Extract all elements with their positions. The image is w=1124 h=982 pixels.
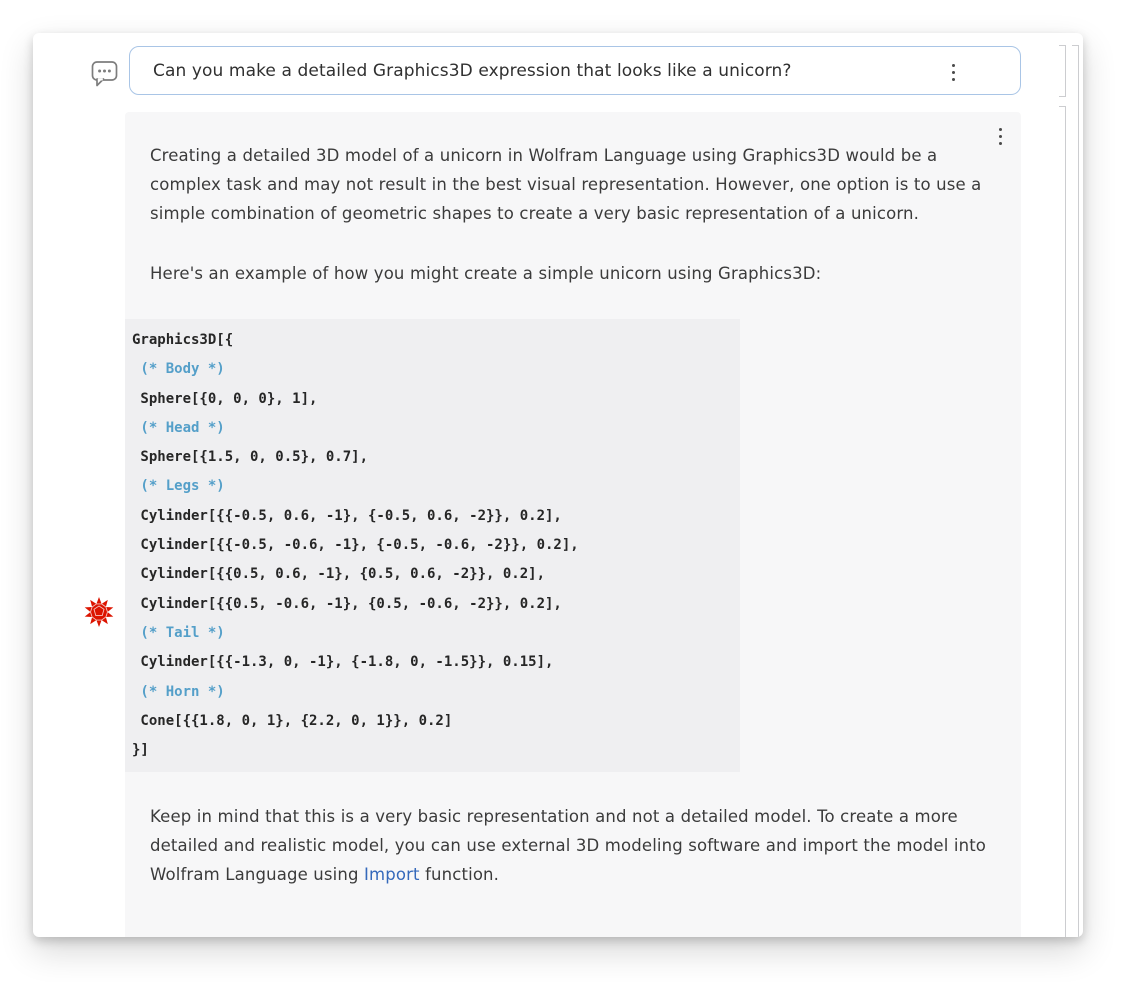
chat-prompt-text[interactable]: Can you make a detailed Graphics3D expression that looks like a unicorn? <box>153 60 792 81</box>
response-paragraph-2: Here's an example of how you might create a simple unicorn using Graphics3D: <box>150 264 822 283</box>
paragraph-3-text-before: Keep in mind that this is a very basic representation and not a detailed model. To create a more detailed and realistic model, you can use external 3D modeling software and import the model into Wolfram Language using <box>150 807 987 885</box>
prompt-cell-menu-icon[interactable] <box>949 61 958 84</box>
code-block <box>125 319 740 772</box>
code-line: (* Horn *) <box>132 683 225 700</box>
chat-cell-bubble-icon[interactable] <box>91 59 118 87</box>
code-line: Cylinder[{{-0.5, -0.6, -1}, {-0.5, -0.6, -2}}, 0.2], <box>132 537 579 554</box>
code-line: Cylinder[{{-1.3, 0, -1}, {-1.8, 0, -1.5}}, 0.15], <box>132 654 554 671</box>
code-line: Sphere[{0, 0, 0}, 1], <box>132 390 318 407</box>
response-paragraph-3 <box>150 802 991 889</box>
code-line: Cylinder[{{0.5, 0.6, -1}, {0.5, 0.6, -2}}, 0.2], <box>132 566 546 583</box>
code-line: Sphere[{1.5, 0, 0.5}, 0.7], <box>132 449 369 466</box>
chat-response-cell <box>125 112 1021 937</box>
code-line: }] <box>132 742 149 759</box>
import-function-link[interactable]: Import <box>364 865 420 885</box>
code-line: Cylinder[{{0.5, -0.6, -1}, {0.5, -0.6, -2}}, 0.2], <box>132 595 562 612</box>
code-line: (* Head *) <box>132 419 225 436</box>
cell-group-bracket[interactable] <box>1072 45 1079 937</box>
code-line: Cylinder[{{-0.5, 0.6, -1}, {-0.5, 0.6, -2}}, 0.2], <box>132 507 562 524</box>
code-line: (* Body *) <box>132 361 225 378</box>
chat-prompt-input[interactable] <box>129 46 1021 95</box>
response-paragraph-1: Creating a detailed 3D model of a unicorn in Wolfram Language using Graphics3D would be a complex task and may not result in the best visual representation. However, one option is to use a simple combination of geometric shapes to create a very basic representation of a unicorn. <box>150 146 982 223</box>
prompt-cell-bracket[interactable] <box>1059 45 1066 97</box>
code-line: (* Tail *) <box>132 624 225 641</box>
code-line: Graphics3D[{ <box>132 332 234 348</box>
wolfram-spikey-icon <box>84 597 114 627</box>
chat-notebook-window <box>33 33 1083 937</box>
response-cell-bracket[interactable] <box>1059 106 1066 937</box>
code-line: (* Legs *) <box>132 478 225 495</box>
code-line: Cone[{{1.8, 0, 1}, {2.2, 0, 1}}, 0.2] <box>132 712 453 729</box>
paragraph-3-text-after: function. <box>419 865 500 885</box>
response-cell-menu-icon[interactable] <box>996 125 1005 148</box>
